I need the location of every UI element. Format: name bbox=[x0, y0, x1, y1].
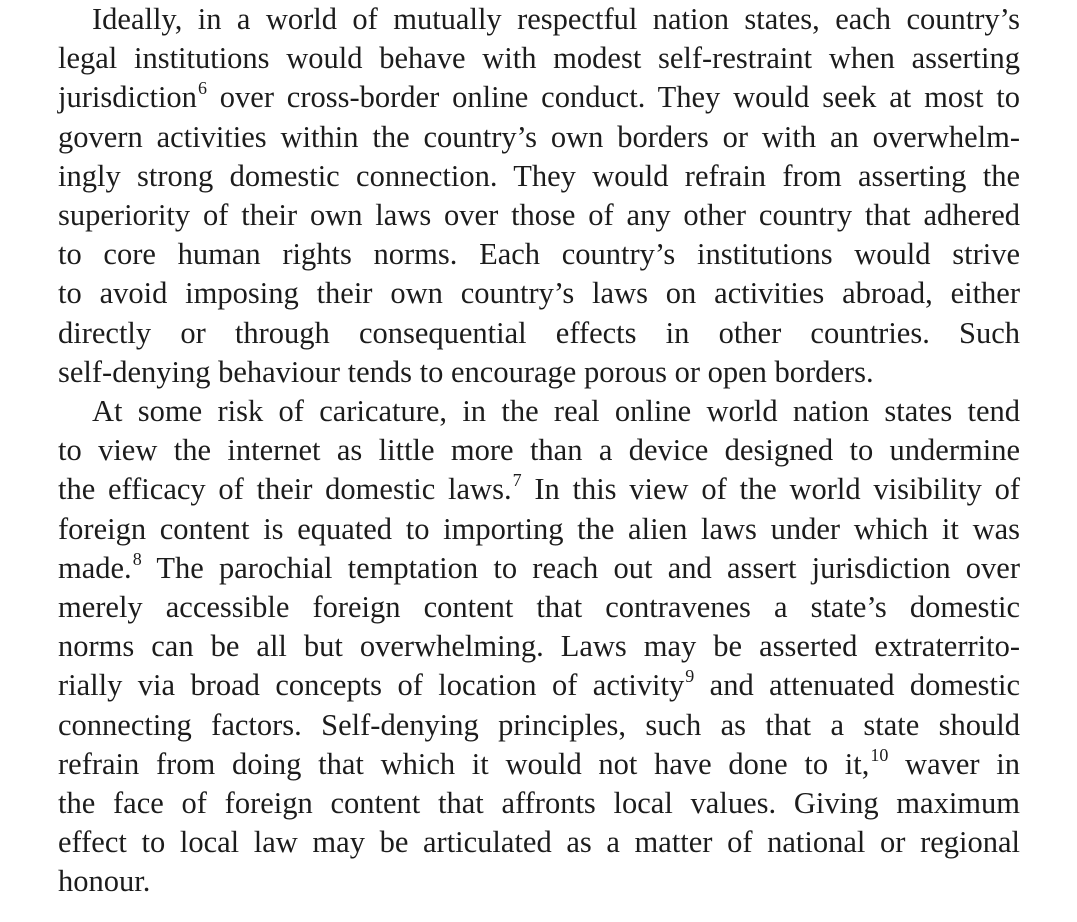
text-segment: legal institutions would behave with modest self-restraint when asserting bbox=[58, 41, 1020, 76]
text-line bbox=[58, 274, 1020, 313]
footnote-marker[interactable]: 9 bbox=[685, 666, 695, 687]
text-line bbox=[58, 470, 1020, 509]
text-segment: self-denying behaviour tends to encourage porous or open borders. bbox=[58, 354, 874, 389]
text-segment: connecting factors. Self-denying principles, such as that a state should bbox=[58, 707, 1020, 742]
text-line bbox=[58, 157, 1020, 196]
text-segment: ingly strong domestic connection. They would refrain from asserting the bbox=[58, 158, 1020, 193]
text-segment: The parochial temptation to reach out and assert jurisdiction over bbox=[141, 550, 1020, 585]
footnote-marker[interactable]: 6 bbox=[197, 78, 207, 99]
text-segment: made. bbox=[58, 550, 132, 585]
text-segment: rially via broad concepts of location of activity bbox=[58, 668, 685, 703]
text-line bbox=[58, 706, 1020, 745]
text-segment: the face of foreign content that affronts local values. Giving maximum bbox=[58, 786, 1020, 821]
text-line bbox=[58, 78, 1020, 117]
text-segment: over cross-border online conduct. They would seek at most to bbox=[206, 80, 1020, 115]
text-line bbox=[58, 862, 1020, 901]
paragraph bbox=[58, 392, 1020, 902]
text-segment: the efficacy of their domestic laws. bbox=[58, 472, 512, 507]
text-segment: At some risk of caricature, in the real online world nation states tend bbox=[92, 394, 1020, 429]
text-segment: to avoid imposing their own country’s laws on activities abroad, either bbox=[58, 276, 1020, 311]
text-line bbox=[58, 627, 1020, 666]
text-line bbox=[58, 745, 1020, 784]
text-line bbox=[58, 196, 1020, 235]
text-line bbox=[58, 431, 1020, 470]
text-line bbox=[58, 0, 1020, 39]
text-line bbox=[58, 588, 1020, 627]
text-line bbox=[58, 784, 1020, 823]
text-line bbox=[58, 118, 1020, 157]
body-text bbox=[58, 0, 1020, 902]
text-line bbox=[58, 39, 1020, 78]
text-segment: govern activities within the country’s own borders or with an overwhelm- bbox=[58, 119, 1020, 154]
text-segment: In this view of the world visibility of bbox=[521, 472, 1020, 507]
text-segment: and attenuated domestic bbox=[694, 668, 1020, 703]
paragraph bbox=[58, 0, 1020, 392]
text-segment: to core human rights norms. Each country’s institutions would strive bbox=[58, 237, 1020, 272]
text-segment: superiority of their own laws over those of any other country that adhered bbox=[58, 198, 1020, 233]
text-line bbox=[58, 823, 1020, 862]
footnote-marker[interactable]: 8 bbox=[132, 548, 142, 569]
text-segment: foreign content is equated to importing the alien laws under which it was bbox=[58, 511, 1020, 546]
text-segment: honour. bbox=[58, 864, 151, 899]
text-segment: refrain from doing that which it would not have done to it, bbox=[58, 746, 870, 781]
text-segment: to view the internet as little more than a device designed to undermine bbox=[58, 433, 1020, 468]
text-segment: jurisdiction bbox=[58, 80, 197, 115]
text-line bbox=[58, 666, 1020, 705]
text-line bbox=[58, 392, 1020, 431]
text-line bbox=[58, 510, 1020, 549]
text-segment: merely accessible foreign content that contravenes a state’s domestic bbox=[58, 590, 1020, 625]
text-segment: Ideally, in a world of mutually respectful nation states, each country’s bbox=[92, 2, 1020, 36]
text-line bbox=[58, 353, 1020, 392]
text-segment: waver in bbox=[888, 746, 1020, 781]
text-segment: directly or through consequential effects in other countries. Such bbox=[58, 315, 1020, 350]
footnote-marker[interactable]: 7 bbox=[512, 470, 522, 491]
text-line bbox=[58, 549, 1020, 588]
document-page bbox=[58, 0, 1020, 902]
footnote-marker[interactable]: 10 bbox=[870, 744, 889, 765]
text-line bbox=[58, 235, 1020, 274]
text-line bbox=[58, 314, 1020, 353]
text-segment: norms can be all but overwhelming. Laws may be asserted extraterrito- bbox=[58, 629, 1020, 664]
text-segment: effect to local law may be articulated as a matter of national or regional bbox=[58, 825, 1020, 860]
